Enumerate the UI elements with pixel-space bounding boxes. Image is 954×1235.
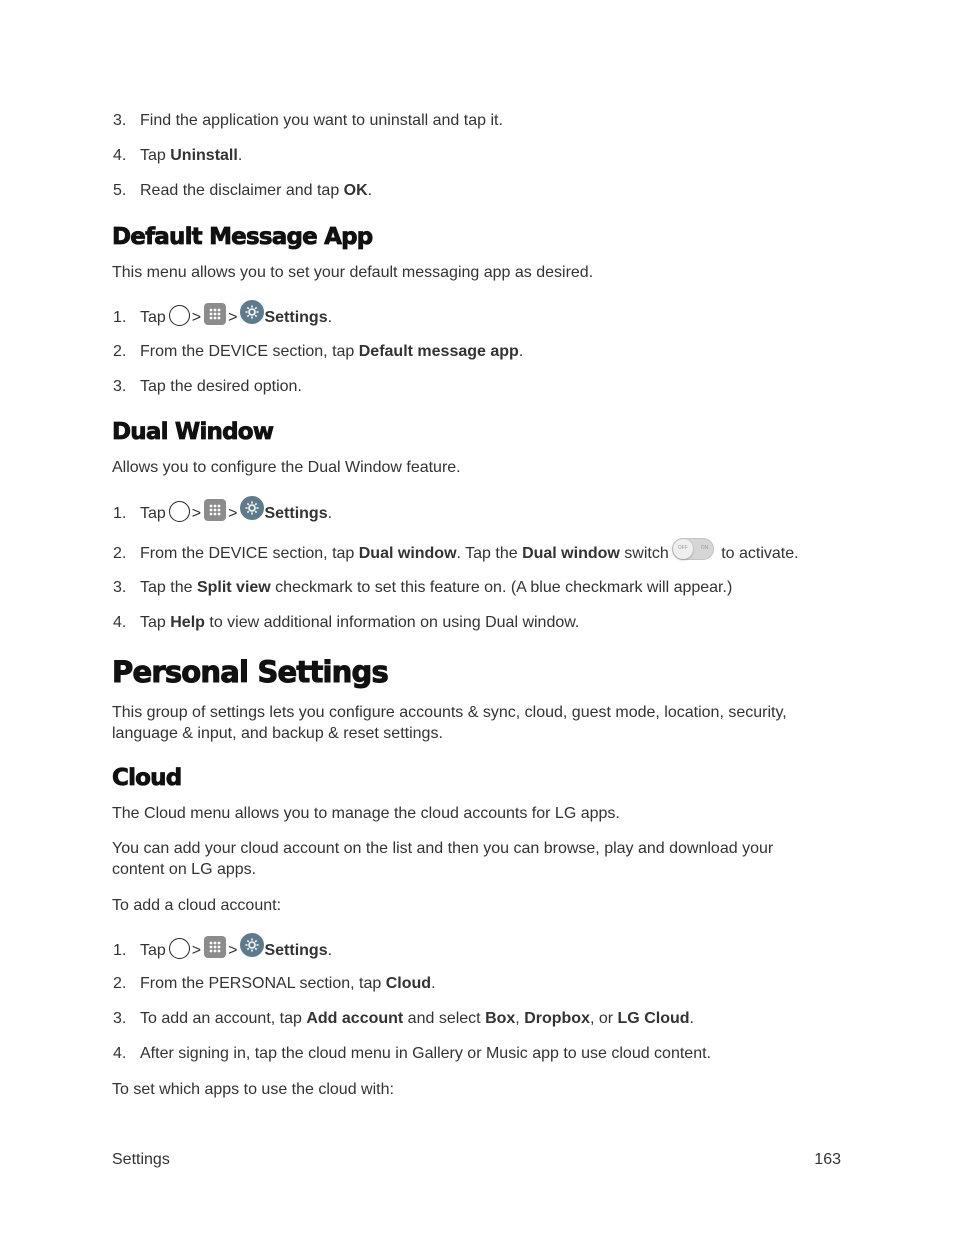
uninstall-step-3: [113, 110, 503, 132]
dual-window-label: Dual window: [358, 545, 457, 563]
arrow-text: >: [228, 942, 238, 960]
step-text: switch: [619, 545, 669, 563]
step-text: After signing in, tap the cloud menu in Gallery or Music app to use cloud content.: [140, 1045, 711, 1062]
dual-window-step-4: [113, 612, 579, 634]
split-view-label: Split view: [196, 579, 271, 596]
default-message-step-2: [113, 341, 523, 363]
cloud-paragraph-4: To set which apps to use the cloud with:: [112, 1081, 394, 1098]
step-number: 1.: [113, 942, 127, 960]
step-number: 2.: [113, 975, 127, 992]
default-message-app-label: Default message app: [358, 343, 519, 360]
dual-window-step-3: [113, 577, 732, 599]
step-text-end: .: [689, 1010, 694, 1027]
step-text-end: .: [237, 147, 243, 164]
settings-label: Settings: [264, 309, 328, 327]
dropbox-label: Dropbox: [524, 1010, 590, 1027]
dual-window-switch-label: Dual window: [522, 545, 620, 563]
step-number: 4.: [113, 1045, 127, 1062]
step-text-end: checkmark to set this feature on. (A blue checkmark will appear.): [270, 579, 733, 596]
arrow-text: >: [228, 309, 238, 327]
footer-section-title: Settings: [112, 1151, 170, 1168]
settings-label: Settings: [264, 942, 328, 960]
step-text-end: to view additional information on using Dual window.: [204, 614, 580, 631]
cloud-paragraph-1: The Cloud menu allows you to manage the cloud accounts for LG apps.: [112, 805, 620, 822]
step-text-end: .: [327, 505, 333, 523]
cloud-paragraph-2: You can add your cloud account on the list and then you can browse, play and download your content on LG apps.: [112, 840, 774, 878]
step-text-end: .: [367, 182, 373, 199]
step-number: 1.: [113, 309, 127, 327]
switch-on-text: ON: [700, 545, 709, 551]
step-text-end: .: [327, 942, 333, 960]
cloud-step-3: [113, 1008, 694, 1030]
step-number: 3.: [113, 378, 127, 395]
step-text: and select: [403, 1010, 486, 1027]
cloud-step-1: [113, 939, 332, 961]
lg-cloud-label: LG Cloud: [617, 1010, 690, 1027]
step-text: From the PERSONAL section, tap: [140, 975, 386, 992]
step-number: 1.: [113, 505, 127, 523]
uninstall-step-5: [113, 180, 372, 202]
step-number: 3.: [113, 112, 127, 129]
toggle-switch-icon: [672, 538, 714, 560]
settings-gear-icon: [240, 933, 264, 957]
section-heading-personal-settings: Personal Settings: [112, 655, 388, 689]
home-icon: [169, 938, 190, 959]
help-label: Help: [170, 614, 205, 631]
arrow-text: >: [191, 309, 202, 327]
settings-gear-icon: [240, 300, 264, 324]
step-number: 3.: [113, 579, 127, 596]
uninstall-step-4: [113, 145, 242, 167]
step-text-end: .: [431, 975, 436, 992]
cloud-step-2: [113, 973, 436, 995]
cloud-label: Cloud: [385, 975, 432, 992]
apps-icon: [204, 499, 226, 521]
switch-off-text: OFF: [677, 545, 688, 551]
tap-text: Tap: [140, 309, 166, 327]
section-heading-dual-window: Dual Window: [112, 419, 274, 445]
arrow-text: >: [228, 505, 238, 523]
home-icon: [169, 501, 190, 522]
tap-text: Tap: [140, 505, 166, 523]
step-text: To add an account, tap: [140, 1010, 307, 1027]
add-account-label: Add account: [306, 1010, 404, 1027]
step-number: 5.: [113, 182, 127, 199]
section-heading-default-message-app: Default Message App: [112, 224, 373, 250]
default-message-step-1: [113, 306, 332, 328]
default-message-step-3: [113, 376, 302, 398]
dual-window-step-1: [113, 502, 332, 524]
ok-label: OK: [343, 182, 368, 199]
step-text: From the DEVICE section, tap: [140, 343, 359, 360]
section-heading-cloud: Cloud: [112, 765, 182, 791]
home-icon: [169, 305, 190, 326]
step-number: 3.: [113, 1010, 127, 1027]
default-message-app-intro: This menu allows you to set your default messaging app as desired.: [112, 264, 594, 281]
step-text: Tap: [140, 147, 171, 164]
settings-label: Settings: [264, 505, 328, 523]
dual-window-intro: Allows you to configure the Dual Window feature.: [112, 459, 461, 476]
step-text-end: .: [518, 343, 524, 360]
dual-window-step-2: [113, 543, 799, 565]
step-text: ,: [515, 1010, 525, 1027]
cloud-step-4: [113, 1043, 711, 1065]
step-number: 2.: [113, 545, 127, 563]
step-number: 4.: [113, 614, 127, 631]
settings-gear-icon: [240, 496, 264, 520]
apps-icon: [204, 936, 226, 958]
step-text-end: .: [327, 309, 333, 327]
apps-icon: [204, 303, 226, 325]
arrow-text: >: [191, 505, 202, 523]
box-label: Box: [485, 1010, 516, 1027]
cloud-paragraph-3: To add a cloud account:: [112, 897, 282, 914]
step-text: . Tap the: [456, 545, 523, 563]
step-text: Read the disclaimer and tap: [140, 182, 344, 199]
step-text: , or: [589, 1010, 618, 1027]
step-number: 4.: [113, 147, 127, 164]
step-number: 2.: [113, 343, 127, 360]
uninstall-label: Uninstall: [170, 147, 238, 164]
step-text: Tap: [140, 614, 171, 631]
footer-page-number: 163: [814, 1151, 841, 1168]
arrow-text: >: [191, 942, 202, 960]
step-text-end: to activate.: [716, 545, 799, 563]
step-text: From the DEVICE section, tap: [140, 545, 359, 563]
personal-settings-intro: This group of settings lets you configure accounts & sync, cloud, guest mode, location, security, language & input, and backup & reset settings.: [112, 704, 787, 742]
step-text: Tap the desired option.: [140, 378, 302, 395]
step-text: Tap the: [140, 579, 197, 596]
tap-text: Tap: [140, 942, 166, 960]
step-text: Find the application you want to uninstall and tap it.: [140, 112, 503, 129]
